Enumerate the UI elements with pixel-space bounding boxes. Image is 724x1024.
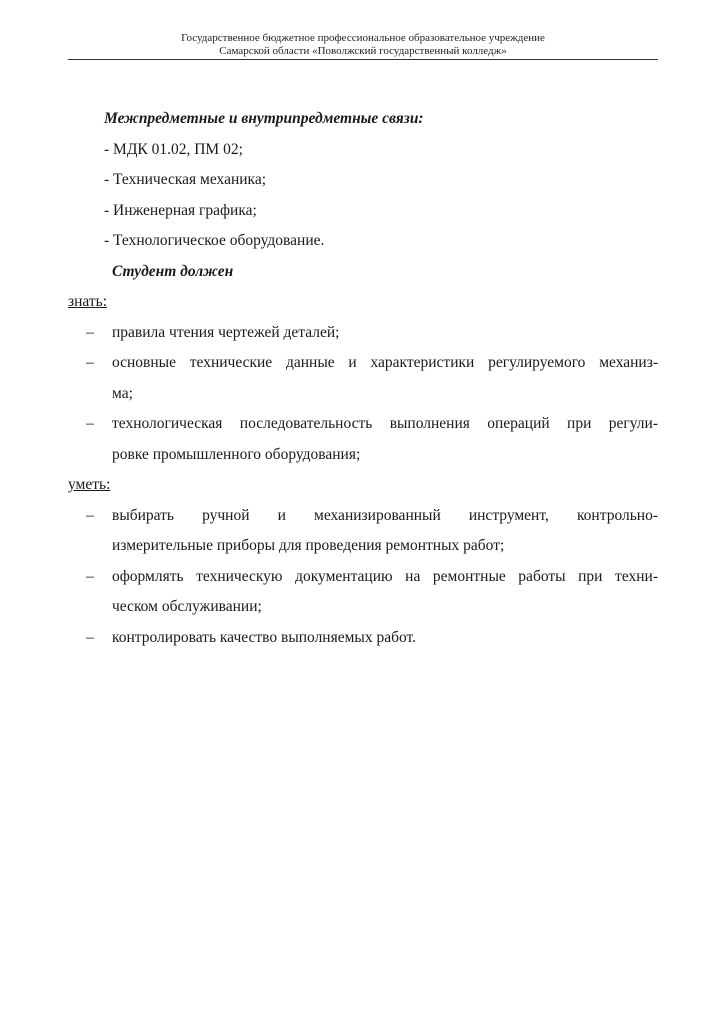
can-item-1-cont (68, 531, 658, 562)
can-item-1 (68, 501, 658, 532)
can-label: уметь: (68, 476, 111, 493)
can-item-text: контролировать качество выполняемых работ. (112, 628, 416, 646)
can-item-3 (68, 623, 658, 654)
know-item-3-cont (68, 440, 658, 471)
document-body (68, 104, 658, 653)
know-item-2 (68, 348, 658, 379)
dash-marker: – (86, 567, 94, 585)
header-line-2: Самарской области «Поволжский государственный колледж» (219, 45, 507, 57)
header-divider (68, 59, 658, 60)
know-item-text: технологическая последовательность выполнения операций при регули- (112, 415, 658, 432)
dash-marker: – (86, 628, 94, 646)
links-item: - МДК 01.02, ПМ 02; (104, 140, 243, 158)
know-item-3 (68, 409, 658, 440)
know-item-text: правила чтения чертежей деталей; (112, 323, 340, 341)
know-item-text: ма; (112, 384, 133, 402)
can-item-text: оформлять техническую документацию на ремонтные работы при техни- (112, 567, 658, 585)
links-item: - Инженерная графика; (104, 201, 257, 219)
dash-marker: – (86, 506, 94, 524)
know-item-text: основные технические данные и характеристики регулируемого механиз- (112, 354, 658, 371)
know-item-1 (68, 318, 658, 349)
page-header (68, 32, 658, 58)
dash-marker: – (86, 323, 94, 341)
know-item-text: ровке промышленного оборудования; (112, 445, 361, 463)
dash-marker: – (86, 415, 94, 432)
links-title: Межпредметные и внутрипредметные связи: (104, 110, 424, 127)
can-item-text: измерительные приборы для проведения ремонтных работ; (112, 537, 505, 554)
can-item-2 (68, 562, 658, 593)
can-item-2-cont (68, 592, 658, 623)
student-title: Студент должен (112, 262, 234, 280)
know-item-2-cont (68, 379, 658, 410)
header-line-1: Государственное бюджетное профессиональное образовательное учреждение (181, 32, 545, 44)
know-label: знать: (68, 293, 108, 310)
dash-marker: – (86, 354, 94, 371)
can-item-text: выбирать ручной и механизированный инструмент, контрольно- (112, 506, 658, 524)
links-item: - Технологическое оборудование. (104, 232, 325, 249)
can-item-text: ческом обслуживании; (112, 598, 262, 615)
links-item: - Техническая механика; (104, 171, 267, 188)
